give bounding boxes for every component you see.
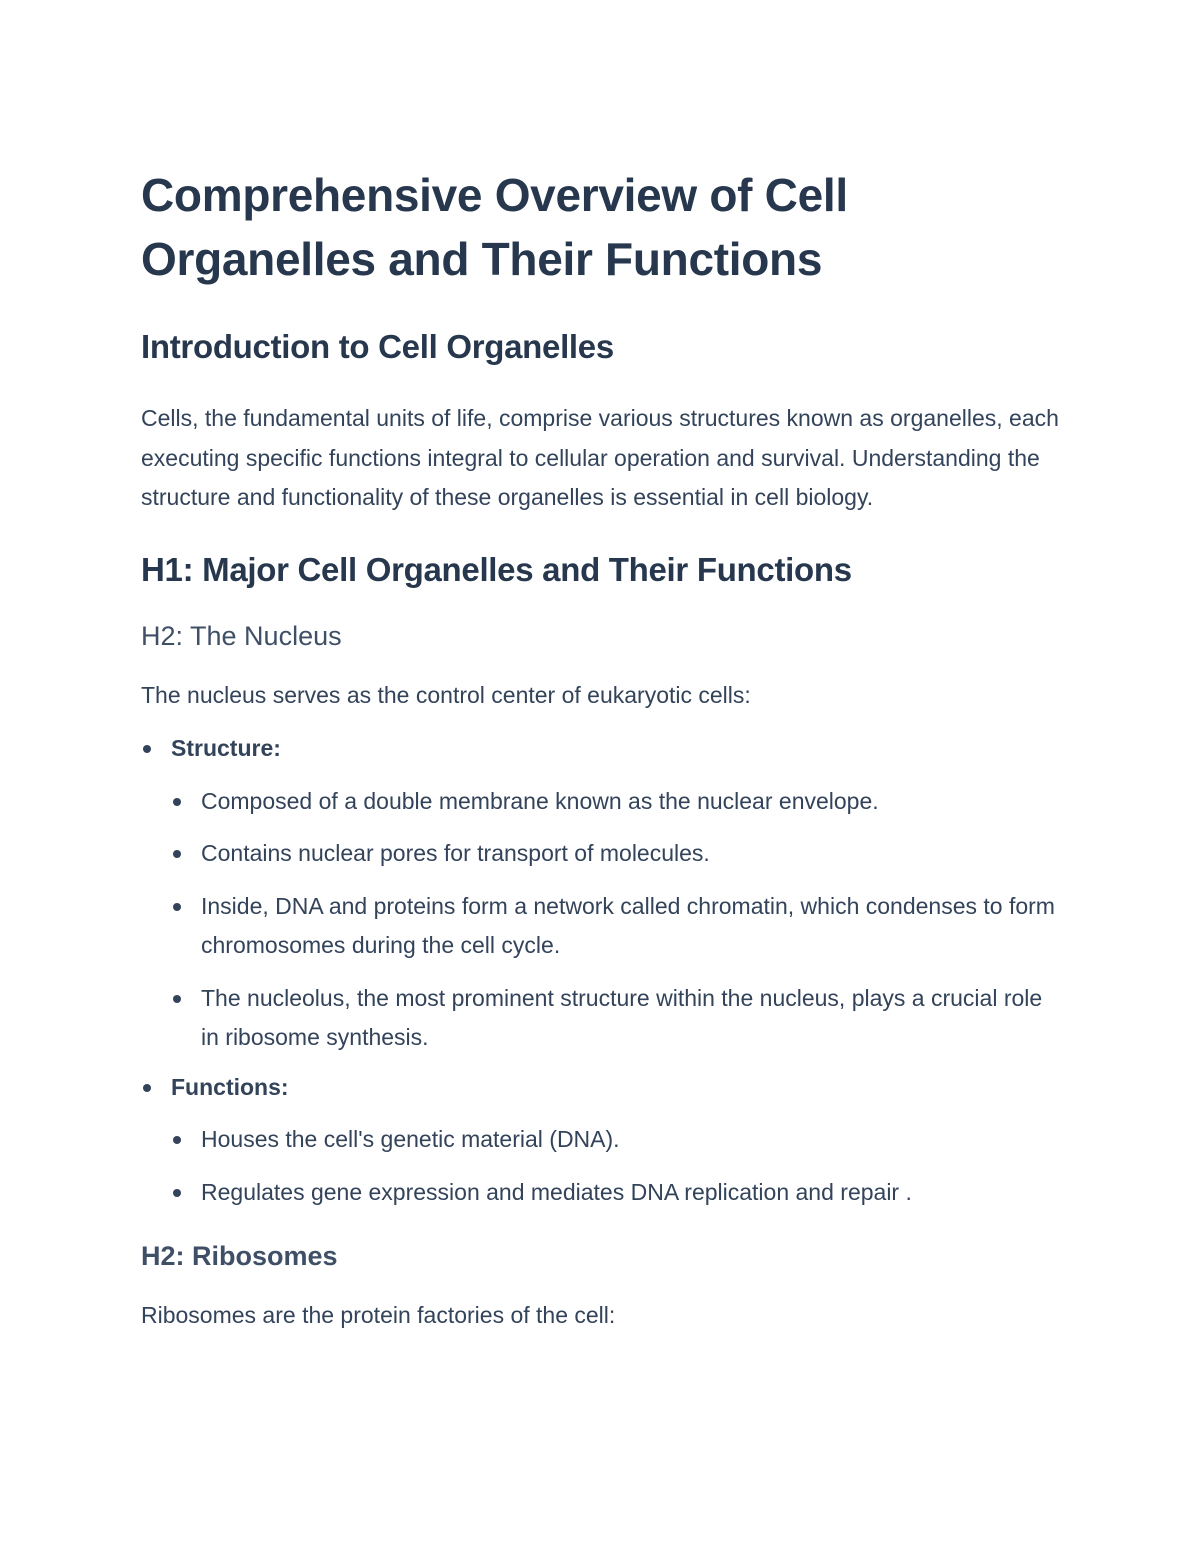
list-item-text: Houses the cell's genetic material (DNA). — [201, 1126, 620, 1152]
list-item — [171, 887, 1061, 966]
list-item — [171, 834, 1061, 874]
list-item-text: The nucleolus, the most prominent structure within the nucleus, plays a crucial role in ribosome synthesis. — [201, 984, 1043, 1050]
list-item-text: Composed of a double membrane known as the nuclear envelope. — [201, 787, 879, 814]
bullet-icon — [173, 903, 181, 911]
list-item-text: Inside, DNA and proteins form a network called chromatin, which condenses to form chromosomes during the cell cycle. — [201, 892, 1055, 958]
list-item — [171, 1120, 1061, 1160]
functions-sublist — [171, 1120, 1061, 1212]
list-item-functions — [141, 1068, 1061, 1213]
bullet-icon — [173, 1189, 181, 1197]
structure-label: Structure: — [171, 735, 281, 761]
bullet-icon — [173, 798, 181, 806]
structure-sublist — [171, 782, 1061, 1058]
list-item — [171, 979, 1061, 1058]
bullet-icon — [173, 1136, 181, 1144]
nucleus-heading: H2: The Nucleus — [141, 620, 342, 651]
intro-paragraph: Cells, the fundamental units of life, comprise various structures known as organelles, each executing specific functions integral to cellular operation and survival. Understanding the structure and functionality of these organelles is essential in cell biology. — [141, 405, 1059, 510]
ribosomes-lead-paragraph: Ribosomes are the protein factories of the cell: — [141, 1302, 616, 1328]
bullet-icon — [173, 850, 181, 858]
list-item — [171, 782, 1061, 822]
document-page — [141, 163, 1061, 1336]
document-title: Comprehensive Overview of Cell Organelles and Their Functions — [141, 169, 848, 285]
nucleus-lead-paragraph: The nucleus serves as the control center of eukaryotic cells: — [141, 681, 751, 708]
list-item-text: Contains nuclear pores for transport of molecules. — [201, 840, 710, 866]
list-item — [171, 1173, 1061, 1213]
bullet-icon — [173, 995, 181, 1003]
functions-label: Functions: — [171, 1073, 289, 1100]
intro-heading: Introduction to Cell Organelles — [141, 328, 614, 365]
nucleus-list — [141, 729, 1061, 1212]
major-organelles-heading: H1: Major Cell Organelles and Their Functions — [141, 550, 852, 588]
list-item-structure — [141, 729, 1061, 1058]
list-item-text: Regulates gene expression and mediates DNA replication and repair . — [201, 1178, 912, 1205]
ribosomes-heading: H2: Ribosomes — [141, 1241, 338, 1271]
bullet-icon — [143, 1084, 151, 1092]
bullet-icon — [143, 745, 151, 753]
